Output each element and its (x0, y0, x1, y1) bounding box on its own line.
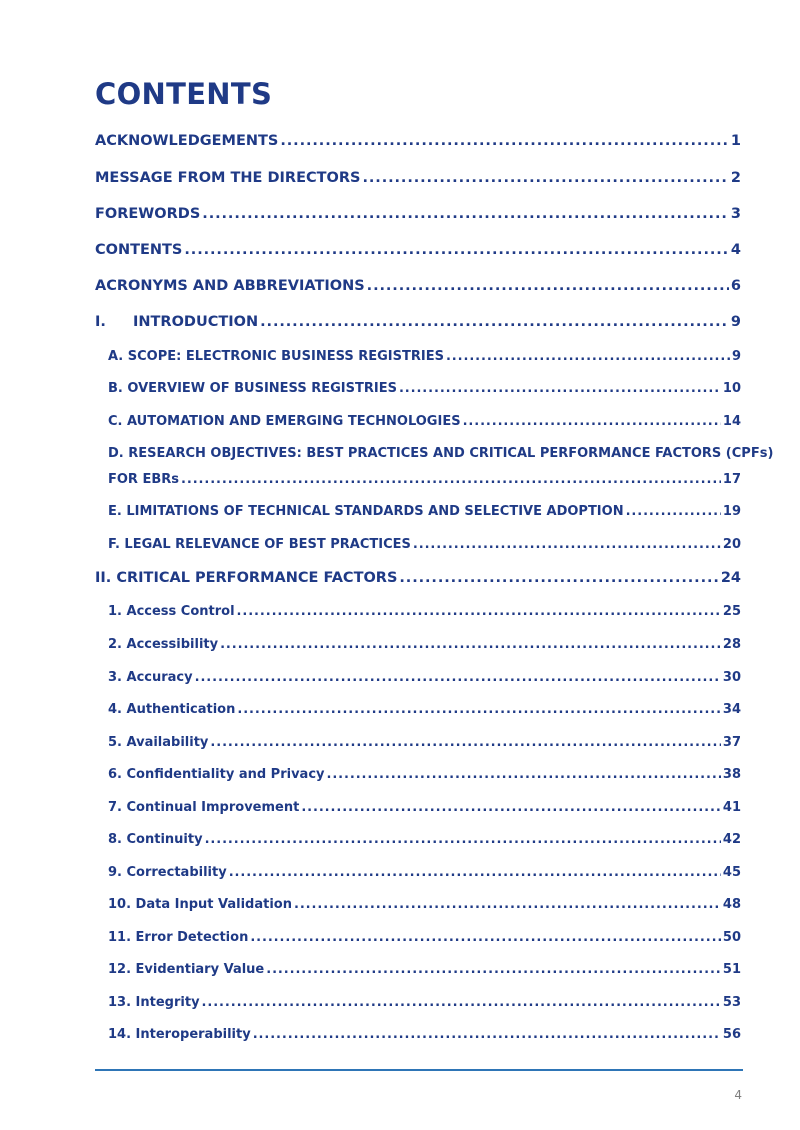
dot-leader (626, 503, 721, 521)
toc-entry-accuracy[interactable] (108, 669, 741, 687)
dot-leader (181, 471, 721, 489)
toc-page-number: 56 (722, 1027, 741, 1042)
toc-entry-message-from-directors[interactable] (95, 168, 741, 188)
toc-page-number: 24 (720, 570, 741, 586)
dot-leader (205, 831, 721, 849)
toc-entry-label: MESSAGE FROM THE DIRECTORS (95, 170, 361, 186)
toc-page-number: 41 (722, 800, 741, 815)
toc-entry-label: II. CRITICAL PERFORMANCE FACTORS (95, 570, 398, 586)
toc-entry-label: A. SCOPE: ELECTRONIC BUSINESS REGISTRIES (108, 349, 444, 364)
toc-entry-label: 6. Confidentiality and Privacy (108, 767, 325, 782)
toc-entry-label: 3. Accuracy (108, 670, 193, 685)
dot-leader (266, 961, 721, 979)
toc-entry-label: F. LEGAL RELEVANCE OF BEST PRACTICES (108, 537, 411, 552)
toc-entry-accessibility[interactable] (108, 636, 741, 654)
footer-divider (95, 1069, 743, 1071)
toc-page-number: 34 (722, 702, 741, 717)
toc-entry-label: 13. Integrity (108, 995, 200, 1010)
toc-entry-label: CONTENTS (95, 242, 183, 258)
section-numeral: I. (95, 314, 106, 330)
dot-leader (399, 380, 721, 398)
page-title: CONTENTS (95, 77, 273, 111)
toc-page-number: 42 (722, 832, 741, 847)
toc-entry-access-control[interactable] (108, 603, 741, 621)
toc-page-number: 14 (722, 414, 741, 429)
dot-leader (399, 568, 718, 588)
toc-page-number: 2 (730, 170, 741, 186)
toc-entry-label (95, 312, 258, 332)
dot-leader (220, 636, 721, 654)
footer-page-number: 4 (734, 1088, 742, 1102)
toc-page-number: 10 (722, 381, 741, 396)
toc-entry-label: 14. Interoperability (108, 1027, 251, 1042)
dot-leader (413, 536, 721, 554)
toc-entry-contents[interactable] (95, 240, 741, 260)
dot-leader (327, 766, 721, 784)
toc-page-number: 17 (722, 472, 741, 487)
toc-entry-label: 8. Continuity (108, 832, 203, 847)
toc-entry-data-input-validation[interactable] (108, 896, 741, 914)
section-title: INTRODUCTION (133, 314, 259, 330)
toc-entry-forewords[interactable] (95, 204, 741, 224)
toc-entry-legal-relevance[interactable] (108, 536, 741, 554)
dot-leader (237, 603, 721, 621)
toc-entry-availability[interactable] (108, 734, 741, 752)
toc-entry-label: 10. Data Input Validation (108, 897, 292, 912)
toc-entry-label: C. AUTOMATION AND EMERGING TECHNOLOGIES (108, 414, 461, 429)
dot-leader (362, 168, 728, 188)
dot-leader (301, 799, 721, 817)
toc-entry-label: 1. Access Control (108, 604, 235, 619)
dot-leader (294, 896, 721, 914)
toc-entry-research-objectives[interactable] (108, 471, 741, 489)
dot-leader (237, 701, 721, 719)
toc-entry-research-objectives-line1[interactable]: D. RESEARCH OBJECTIVES: BEST PRACTICES AND CRITICAL PERFORMANCE FACTORS (CPFs) (108, 446, 774, 461)
toc-page-number: 48 (722, 897, 741, 912)
toc-entry-label: FOREWORDS (95, 206, 201, 222)
toc-entry-label: B. OVERVIEW OF BUSINESS REGISTRIES (108, 381, 397, 396)
toc-entry-authentication[interactable] (108, 701, 741, 719)
toc-entry-interoperability[interactable] (108, 1026, 741, 1044)
dot-leader (195, 669, 721, 687)
dot-leader (202, 994, 721, 1012)
toc-entry-critical-performance-factors[interactable] (95, 568, 741, 588)
toc-entry-label: E. LIMITATIONS OF TECHNICAL STANDARDS AND SELECTIVE ADOPTION (108, 504, 624, 519)
toc-entry-introduction[interactable] (95, 312, 741, 332)
toc-entry-label: 4. Authentication (108, 702, 236, 717)
toc-entry-acronyms[interactable] (95, 276, 741, 296)
toc-entry-automation[interactable] (108, 413, 741, 431)
toc-entry-label: 9. Correctability (108, 865, 227, 880)
toc-entry-correctability[interactable] (108, 864, 741, 882)
toc-page-number: 20 (722, 537, 741, 552)
toc-entry-evidentiary-value[interactable] (108, 961, 741, 979)
dot-leader (367, 276, 729, 296)
toc-entry-continual-improvement[interactable] (108, 799, 741, 817)
toc-page-number: 6 (730, 278, 741, 294)
dot-leader (250, 929, 721, 947)
dot-leader (202, 204, 729, 224)
toc-entry-label: 11. Error Detection (108, 930, 249, 945)
dot-leader (210, 734, 721, 752)
toc-entry-continuity[interactable] (108, 831, 741, 849)
dot-leader (280, 131, 729, 151)
toc-entry-integrity[interactable] (108, 994, 741, 1012)
dot-leader (253, 1026, 721, 1044)
toc-entry-label: FOR EBRs (108, 472, 180, 487)
toc-entry-acknowledgements[interactable] (95, 131, 741, 151)
toc-entry-label: ACRONYMS AND ABBREVIATIONS (95, 278, 365, 294)
toc-entry-confidentiality[interactable] (108, 766, 741, 784)
toc-page-number: 1 (730, 133, 741, 149)
dot-leader (260, 312, 729, 332)
toc-entry-label: 12. Evidentiary Value (108, 962, 265, 977)
toc-page-number: 45 (722, 865, 741, 880)
toc-entry-error-detection[interactable] (108, 929, 741, 947)
toc-page-number: 51 (722, 962, 741, 977)
toc-page-number: 9 (731, 349, 741, 364)
dot-leader (463, 413, 721, 431)
toc-entry-scope[interactable] (108, 348, 741, 366)
toc-page-number: 50 (722, 930, 741, 945)
toc-entry-label: 7. Continual Improvement (108, 800, 300, 815)
toc-page-number: 9 (730, 314, 741, 330)
dot-leader (446, 348, 730, 366)
toc-entry-limitations[interactable] (108, 503, 741, 521)
toc-page-number: 4 (730, 242, 741, 258)
dot-leader (229, 864, 721, 882)
toc-page-number: 25 (722, 604, 741, 619)
toc-entry-label: ACKNOWLEDGEMENTS (95, 133, 279, 149)
toc-page-number: 37 (722, 735, 741, 750)
toc-page-number: 38 (722, 767, 741, 782)
toc-page-number: 3 (730, 206, 741, 222)
toc-page-number: 28 (722, 637, 741, 652)
toc-page-number: 30 (722, 670, 741, 685)
toc-page-number: 19 (722, 504, 741, 519)
dot-leader (184, 240, 729, 260)
toc-entry-label: 5. Availability (108, 735, 209, 750)
toc-page-number: 53 (722, 995, 741, 1010)
toc-entry-overview[interactable] (108, 380, 741, 398)
toc-entry-label: 2. Accessibility (108, 637, 219, 652)
